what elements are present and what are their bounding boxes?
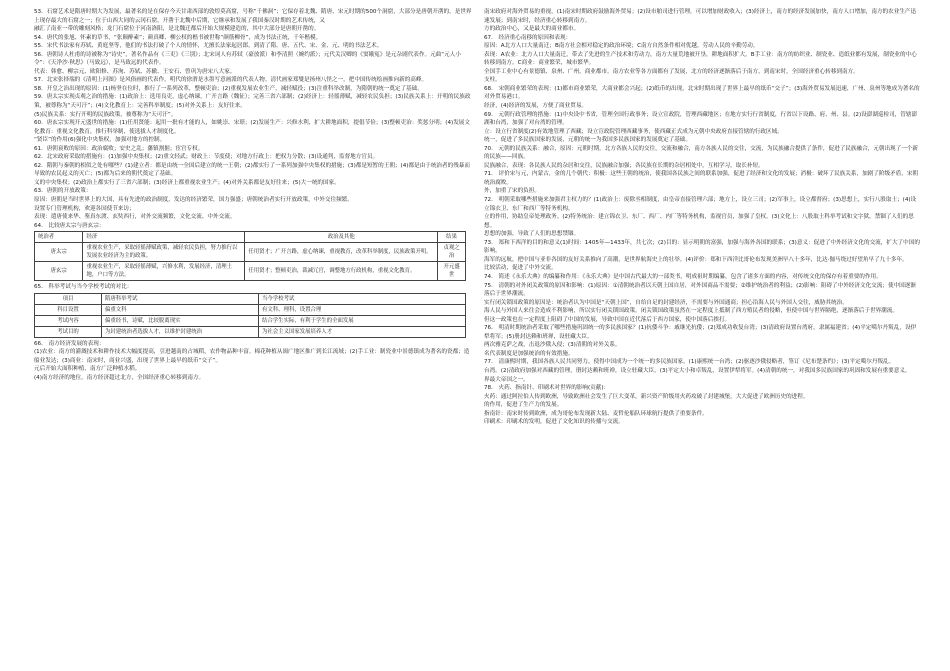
table-header-cell: 经济 [83, 232, 245, 243]
item-70-b: 民族融合，表现：各民族人民的杂居和交往，民族融合加强；各民族在长期的杂居相处中，互相学习，取长补短。 [484, 162, 764, 169]
item-75-b: 实行闭关锁国政策的原因是：统治者认为中国是“天朝上国”，自给自足的封建经济，不需要与外国通商；担心沿海人民与外国人交往，威胁其统治。 [484, 299, 848, 306]
table-cell: 重视农业生产，采取轻徭薄赋政策，减轻农民负担，努力推行以发展农业经济为主的政策。 [83, 243, 245, 262]
item-64-title: 64． 比较唐太宗与唐玄宗： [34, 222, 105, 229]
table-cell: 有文科、理科，设置合理 [259, 304, 466, 315]
item-63-c: 设置专门管理机构，欢迎各国使节来访； [34, 205, 135, 212]
item-73: 73． 郑和下西洋的目的和意义(1)时间：1405年—1433年，共七次；(2)目的：显示明朝的富强，加强与海外各国的联系；(3)意义：促进了中外经济文化的交流，扩大了中国的影响。 [484, 239, 920, 255]
item-63-d: 表现：遣唐使来华、鉴真东渡、玄奘西行，对外交流频繁，文化交流、中外交流。 [34, 214, 236, 221]
item-78-compass: 指南针：南宋时传到欧洲，成为哥伦布发现新大陆、麦哲伦船队环球航行提供了重要条件。 [484, 410, 708, 417]
item-59-cont: (5)民族关系：实行开明的民族政策，被尊称为“天可汗”。 [34, 111, 177, 118]
table-cell: 开元盛世 [438, 262, 466, 281]
item-70: 70． 元朝的民族关系：融合，原因：元朝时期，北方各族人民的交往，交流和融合，南方各族人民的交往，交流，为民族融合提供了条件，促进了民族融合，元朝出现了一个新的民族——回族。 [484, 145, 919, 161]
item-71-b: 外，加重了宋的负担。 [484, 188, 540, 195]
item-55: 55．宋代书法家有苏轼、黄庭坚等，他们的书法打破了个人的情怀，尤擅长法家起居郎。到清了隋、唐、五代、宋、金、元、明的书法艺术。 [34, 43, 383, 50]
table-cell: 偏重经书，诗赋，比较脱离现实 [102, 315, 259, 326]
item-76-b: 两次雅克萨之战，击退沙俄入侵；(3)清朝的对外关系。 [484, 342, 621, 349]
item-72-b: 立的作用，协助皇帝处理政务。(2)特务统治：建立锦衣卫、东厂、西厂、内厂等特务机构，监视官员，加强了皇权。(3)文化上：八股取士科举考试和文字狱，禁锢了人们的思想。 [484, 214, 914, 229]
item-75-d: 但这一政策也在一定程度上阻碍了中国的发展，导致中国在近代落后于西方国家，使中国落后挨打。 [484, 316, 731, 323]
item-69: 69． 元朝行政管理的措施：(1)中央设中书省，管理全国行政事务；设立宣政院，管理西藏地区；在地方实行行省制度，行省以下设路、府、州、县。(2)设澎湖巡检司，管辖澎湖和台湾，加强了对台湾的管理。 [484, 111, 918, 127]
item-67-b: 表现：A农业：北方人口大量南迁，带去了先进的生产技术和劳动力，南方大量荒地被开垦，耕地面积扩大。B手工业：南方的纺织业、制瓷业、造纸业都有发展，制瓷业的中心转移到南方。C商业：商业繁荣，城市繁华。 [484, 51, 917, 67]
table-header-cell: 当今学校考试 [259, 293, 466, 304]
item-56-cont: 代表：韩愈、柳宗元、欧阳修、苏洵、苏轼、苏辙、王安石、曾巩为唐宋八大家。 [34, 68, 236, 75]
comparison-table-emperors [34, 231, 466, 281]
table-header-row [35, 232, 466, 243]
item-56: 56．唐朝诗人杜甫的诗被称为“诗史”，著名作品有《三吏》《三别》；北宋词人有苏轼（豪放派）和李清照（婉约派）；元代关汉卿的《窦娥冤》是元杂剧代表作。元曲“元人小令”：《天净沙·秋思》（马致远），是马致远的代表作。 [34, 51, 461, 67]
item-60-cont: “贤臣”的作用(6)强化中央集权，加强对地方的控制。 [34, 137, 166, 144]
item-74: 74． 简述《永乐大典》的编纂和作用：《永乐大典》是中国古代最大的一部类书，明成祖时期编纂，包含了诸多方面的内容，对传统文化的保存有着重要的作用。 [484, 273, 882, 280]
item-66-c: (4)南方经济的地位，南方经济超过北方，全国经济重心转移到南方。 [34, 374, 205, 381]
item-78-printing: 印刷术：印刷术的发明，促进了文化知识的传播与交流。 [484, 419, 624, 426]
left-column [34, 8, 474, 383]
item-53: 53．石窟艺术是隋唐时期大为发展，最著名的是在保存今天甘肃西部的敦煌莫高窟，号称“千佛洞”；它保存着北魏、隋唐、宋元时期的500个洞窟，大部分是唐朝开凿的，是世界上现存最大的石窟之一；位于山西大同的云冈石窟，开凿于北魏中后期，它继承和发展了我国秦汉时期的艺术传统，又 [34, 9, 472, 24]
item-77-b: 台湾。(2)清政府加强对西藏的管理，册封达赖和班禅，设立驻藏大臣。(3)平定大小和卓叛乱，设置伊犁将军。(4)清朝的统一，对我国多民族国家的巩固和发展有重要意义。 [484, 367, 911, 374]
table-cell: 任用贤才；整顿吏治，裁减冗官，调整地方行政机构，重视文化教育。 [245, 262, 438, 281]
item-58: 58．开皇之治出现的原因：(1)杨坚在位时，推行了一系列改革，整顿吏治；(2)重视发展农业生产，减轻赋役；(3)注重科举改制，为隋朝的统一奠定了基础。 [34, 85, 423, 92]
item-68: 68． 宋朝商业繁荣的表现：(1)都市商业繁荣，大商业都会兴起；(2)纸币的出现，北宋时期出现了世界上最早的纸币“交子”；(3)海外贸易发展迅速，广州、泉州等地成为著名的对外贸易港口。 [484, 85, 920, 101]
item-65-title: 65． 科举考试与当今学校考试的对比： [34, 284, 133, 291]
table-cell: 科目设置 [35, 304, 102, 315]
table-cell: 唐玄宗 [35, 262, 83, 281]
item-66: (1)农业：南方的灌溉技术和耕作技术大幅度提高，引进越南的占城稻，农作物品种丰富。棉花种植从闽广地区推广到长江流域；(2)手工业：制瓷业中景德镇成为著名的瓷都；造船业发达；(3)商业：南宋时，商业兴盛，出现了世界上最早的纸币“交子”。 [34, 349, 470, 364]
item-69-c: 统一，促进了多民族国家的发展，元朝的统一为我国多民族国家的发展奠定了基础。 [484, 137, 691, 144]
item-75-c: 海人民与外国人来往会造成不利影响，所以实行闭关锁国政策。闭关锁国政策虽然在一定程度上抵制了西方殖民者的侵略，但使中国与世界隔绝，逐渐落后于世界潮流。 [484, 308, 898, 315]
item-72-c: 思想的加强，导致了人们的思想禁锢。 [484, 231, 580, 238]
item-61: 61．唐朝衰败的原因：政治腐败；安史之乱；藩镇割据；宦官专权。 [34, 145, 204, 152]
item-66-continued: 南宋政府对海外贸易的重视，(1)南宋时期政府鼓励海外贸易；(2)设市舶司进行管理，可以增加财政收入；(3)经济上，南方的经济发展加快，南方人口增加，南方的农业生产迅速发展；到南宋时，经济重心转移到南方。 [484, 9, 917, 24]
item-67-title: 67． 经济重心南移的原因和表现： [484, 34, 572, 41]
table-row [35, 304, 466, 315]
table-header-cell: 统治者 [35, 232, 83, 243]
table-header-cell: 政治及其他 [245, 232, 438, 243]
item-57: 57．北宋张择端的《清明上河图》是风俗画的代表作，明代的徐渭是水墨写意画派的代表人物。清代画家郑燮是扬州八怪之一，把中国传统绘画推向新的高峰。 [34, 77, 428, 84]
table-cell: 考试内容 [35, 315, 102, 326]
table-cell: 结合学生实际，有利于学生的全面发展 [259, 315, 466, 326]
item-78-gunpowder: 火药：通过阿拉伯人传到欧洲，导致欧洲社会发生了巨大变革，新兴资产阶级用火药攻破了封建城堡，大大促进了欧洲历史的进程。 [484, 393, 809, 400]
item-66-continued-b: 方的政治中心，又是最大的商业都市。 [484, 26, 580, 33]
item-78-b: 的作用，促进了生产力的发展。 [484, 402, 563, 409]
item-66-b: 元后开始大面积种植，南方广泛种植水稻。 [34, 366, 141, 373]
comparison-table-exams [34, 293, 466, 338]
item-73-c: 比较活动，促进了中外交流。 [484, 265, 557, 272]
item-72: 72． 明朝采取哪些措施来加强君主权力的？(1)政治上：废除丞相制度，由皇帝直接管理六部；地方上，设立三司；(2)军事上，设立都督府；(3)思想上，实行八股取士；(4)设立锦衣卫、东厂和西厂等特务机构。 [484, 197, 917, 212]
item-67-c: 全国手工业中心有景德镇、泉州、广州，商业都市。南方农业等各方面都有了发展，北方的经济逐渐落后于南方，到南宋时，全国经济重心转移到南方。 [484, 68, 859, 75]
item-53-cont: 融汇了南亚一带的雕刻风格；龙门石窟位于河南洛阳，是北魏迁都后开始大规模建造的，其中大部分是唐朝开凿的。 [34, 26, 320, 33]
item-60: 60．唐玄宗实现开元盛世的措施：(1)任用贤能：起用一批有才能的人，如姚崇、宋璟；(2)发展生产：兴修水利，扩大耕地面积，提倡节俭；(3)整顿吏治：奖惩分明；(4)发展文化教育：重视文化教育，推行科举制，使选拔人才制度化。 [34, 120, 470, 135]
item-77: 77． 清康熙时期，我国各族人民共同努力，使得中国成为一个统一的多民族国家，(1)康熙统一台湾；(2)驱逐沙俄侵略者，签订《尼布楚条约》；(3)平定噶尔丹叛乱。 [484, 359, 895, 366]
item-71: 71． 评价宋与元，内蒙古，金的几个朝代：积极：这些王朝的统治，使我国各民族之间的联系加强，促进了经济和文化的发展；消极：破坏了民族关系，加剧了阶级矛盾，宋朝统治腐败。 [484, 171, 919, 186]
table-cell: 重视农业生产，采取轻徭薄赋，兴修水利，发展经济，清理土地，户口等方法。 [83, 262, 245, 281]
item-63-b: 原因：唐朝是当时世界上的大国，具有先进的政治制度，发达的经济繁荣，国力强盛；唐朝统治者实行开放政策，中外交往频繁。 [34, 197, 353, 204]
item-67-d: 支柱。 [484, 77, 501, 84]
table-row [35, 315, 466, 326]
item-69-b: 立：设立行省制度(2)有效地管理了西藏；设立宣政院管理西藏事务，使西藏正式成为元朝中央政府直接管辖的行政区域。 [484, 128, 783, 135]
table-cell: 贞观之治 [438, 243, 466, 262]
table-cell: 为封建统治者选拔人才，以维护封建统治 [102, 326, 259, 337]
table-header-cell: 项目 [35, 293, 102, 304]
item-54: 54．唐代的张旭、怀素的草书，“张颠醉素”；颜真卿、柳公权的楷书被世称“颜筋柳骨”，成为书法正统，千年楷模。 [34, 34, 322, 41]
item-68-b: 经济，(4)经济的发展，方便了商业贸易。 [484, 103, 588, 110]
table-header-row [35, 293, 466, 304]
item-62-b: 62．隋朝与秦朝的相似之处有哪些？(1)建立者：都是由统一全国后建立的统一王朝；(2)都实行了一系列加强中央集权的措施；(3)都是短暂的王朝；(4)都是由于统治者的残暴而导致的农民起义的灭亡；(5)都为后来的朝代奠定了基础。 [34, 162, 470, 178]
item-62-c: 义的中央集权；(2)政治上都实行了三省六部制；(3)经济上都重视农业生产；(4)对外关系都是友好往来；(5)大一统的国家。 [34, 179, 340, 186]
table-cell: 唐太宗 [35, 243, 83, 262]
item-78-title: 78． 火药、指南针、印刷术对世界的影响(贡献)： [484, 385, 610, 392]
table-cell: 考试目的 [35, 326, 102, 337]
item-77-c: 界最大帝国之一。 [484, 376, 529, 383]
item-62: 62．北宋政府采取的措施有：(1)加强中央集权；(2)重文轻武；财政上：节度使；对地方行政上：把权力分散；(3)设通判，监督地方官员。 [34, 154, 379, 161]
item-59: 59．唐太宗实现贞观之治的措施：(1)政治上：选用良吏，虚心纳谏，广开言路（魏征）；完善三省六部制；(2)经济上：轻徭薄赋，减轻农民负担；(3)民族关系上：开明的民族政策，被尊称为“天可汗”；(4)文化教育上：完善科举制度；(5)对外关系上：友好往来。 [34, 94, 471, 110]
item-67-a: 原因：A北方人口大量南迁；B南方社会相对稳定的政治环境；C南方自然条件相对优越，劳动人民的辛勤劳动。 [484, 43, 759, 50]
item-75: 75． 清朝的对外闭关政策的原因和影响：(1)原因：①清朝统治者以天朝上国自居，对外国商品不需要；②维护统治者的利益；(2)影响：阻碍了中外经济文化交流；使中国逐渐落后于世界潮流。 [484, 282, 916, 298]
item-66-title: 66． 南方经济发展的表现： [34, 340, 105, 347]
table-row [35, 326, 466, 337]
table-row [35, 243, 466, 262]
right-column [484, 8, 920, 427]
table-row [35, 262, 466, 281]
table-header-cell: 结果 [438, 232, 466, 243]
table-cell: 任用贤才；广开言路，虚心纳谏，重视教育，改革科举制度，民族政策开明。 [245, 243, 438, 262]
table-cell: 为社会主义国家发展培养人才 [259, 326, 466, 337]
item-73-b: 海军的远航，把中国与亚非各国的友好关系推向了高潮，是世界航海史上的壮举。(4)评价：郑和下西洋比哥伦布发现美洲早八十多年，比达·伽马绕过好望角早了九十多年。 [484, 256, 908, 263]
table-header-cell: 隋唐科举考试 [102, 293, 259, 304]
item-76: 76． 明清时期统治者采取了哪些措施巩固统一的多民族国家？(1)抗倭斗争：戚继光抗倭；(2)郑成功收复台湾；(3)清政府设置台湾府，隶属福建省；(4)平定噶尔丹叛乱，设伊犁将军；(5)册封达赖和班禅，设驻藏大臣。 [484, 325, 917, 340]
item-63: 63．唐朝的开放政策： [34, 188, 92, 195]
item-76-c: 名代表制度是加强统治的有效措施。 [484, 350, 574, 357]
table-cell: 偏重文科 [102, 304, 259, 315]
